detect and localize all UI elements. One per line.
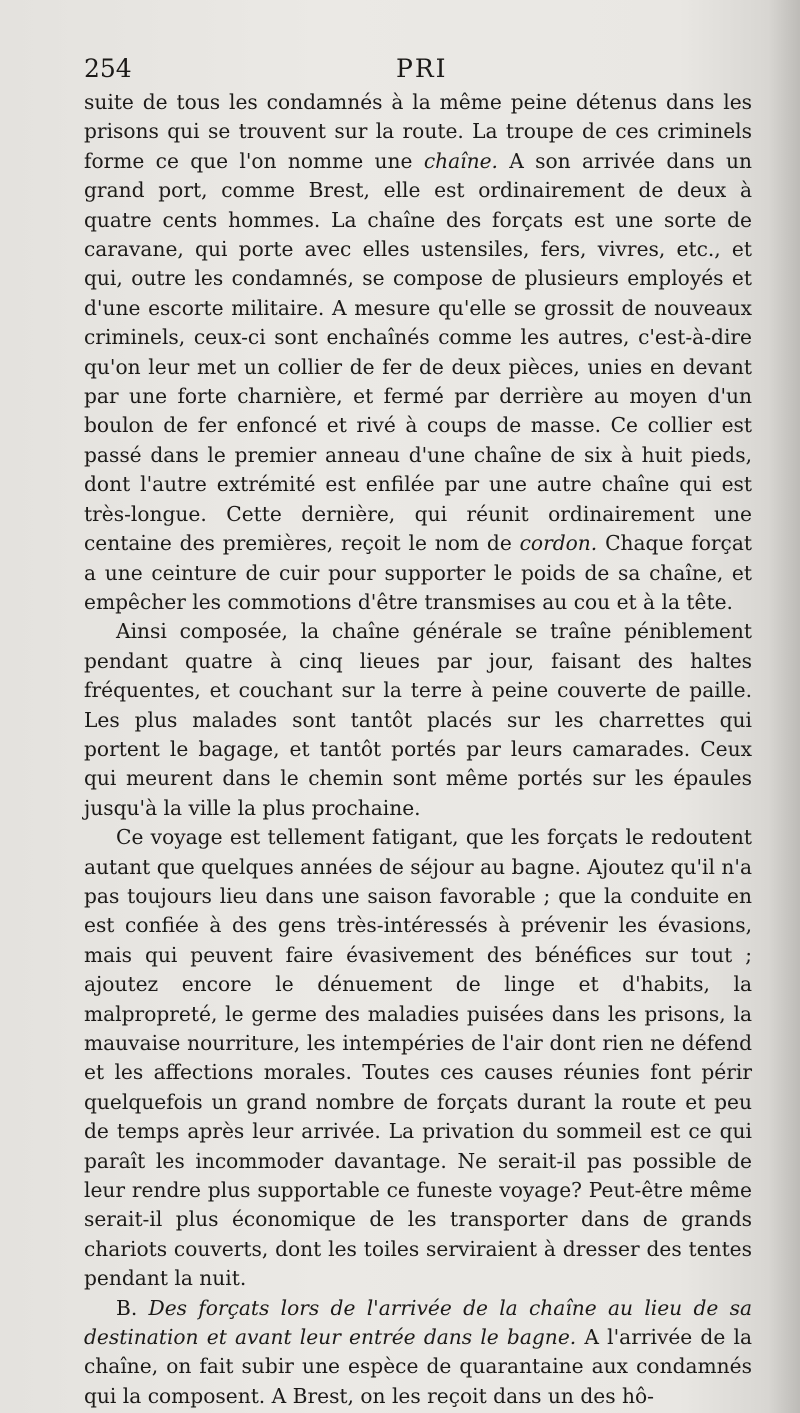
text-run: suite de tous les condamnés à la même peine détenus dans les prisons qui se trouvent sur la route. La troupe de ces criminels forme ce que l'on nomme une — [84, 90, 752, 173]
italic-term-chaine: chaîne. — [423, 148, 498, 173]
paragraph-4 — [84, 1294, 752, 1412]
text-run: Ainsi composée, la chaîne générale se traîne péniblement pendant quatre à cinq lieues par jour, faisant des haltes fréquentes, et couchant sur la terre à peine couverte de paille. Les plus malades sont tantôt placés sur les charrettes qui portent le bagage, et tantôt portés par leurs camarades. Ceux qui meurent dans le chemin sont même portés sur les épaules jusqu'à la ville la plus prochaine. — [84, 619, 752, 820]
running-head: PRI — [396, 54, 448, 83]
paragraph-1 — [84, 88, 752, 617]
section-letter: B. — [116, 1295, 149, 1320]
paragraph-2 — [84, 617, 752, 823]
page-number: 254 — [84, 54, 132, 83]
body-text — [84, 88, 752, 1411]
text-run: A l'arrivée de la chaîne, on fait subir une espèce de quarantaine aux condamnés qui la composent. A Brest, on les reçoit dans un des hô- — [84, 1325, 752, 1408]
text-run: Ce voyage est tellement fatigant, que les forçats le redoutent autant que quelques années de séjour au bagne. Ajoutez qu'il n'a pas toujours lieu dans une saison favorable ; que la conduite en est confiée à des gens très-intéressés à prévenir les évasions, mais qui peuvent faire évasivement des bénéfices sur tout ; ajoutez encore le dénuement de linge et d'habits, la malpropreté, le germe des maladies puisées dans les prisons, la mauvaise nourriture, les intempéries de l'air dont rien ne défend et les affections morales. Toutes ces causes réunies font périr quelquefois un grand nombre de forçats durant la route et peu de temps après leur arrivée. La privation du sommeil est ce qui paraît les incommoder davantage. Ne serait-il pas possible de leur rendre plus supportable ce funeste voyage? Peut-être même serait-il plus économique de les transporter dans de grands chariots couverts, dont les toiles serviraient à dresser des tentes pendant la nuit. — [84, 825, 752, 1291]
paragraph-3 — [84, 823, 752, 1294]
text-run: Chaque forçat a une ceinture de cuir pour supporter le poids de sa chaîne, et empêcher les commotions d'être transmises au cou et à la tête. — [84, 531, 752, 614]
italic-term-cordon: cordon. — [519, 531, 598, 556]
section-heading: Des forçats lors de l'arrivée de la chaîne au lieu de sa destination et avant leur entrée dans le bagne. — [84, 1295, 753, 1350]
text-run: A son arrivée dans un grand port, comme Brest, elle est ordinairement de deux à quatre cents hommes. La chaîne des forçats est une sorte de caravane, qui porte avec elles ustensiles, fers, vivres, etc., et qui, outre les condamnés, se compose de plusieurs employés et d'une escorte militaire. A mesure qu'elle se grossit de nouveaux criminels, ceux-ci sont enchaînés comme les autres, c'est-à-dire qu'on leur met un collier de fer de deux pièces, unies en devant par une forte charnière, et fermé par derrière au moyen d'un boulon de fer enfoncé et rivé à coups de masse. Ce collier est passé dans le premier anneau d'une chaîne de six à huit pieds, dont l'autre extrémité est enfilée par une autre chaîne qui est très-longue. Cette dernière, qui réunit ordinairement une centaine des premières, reçoit le nom de — [84, 148, 753, 556]
